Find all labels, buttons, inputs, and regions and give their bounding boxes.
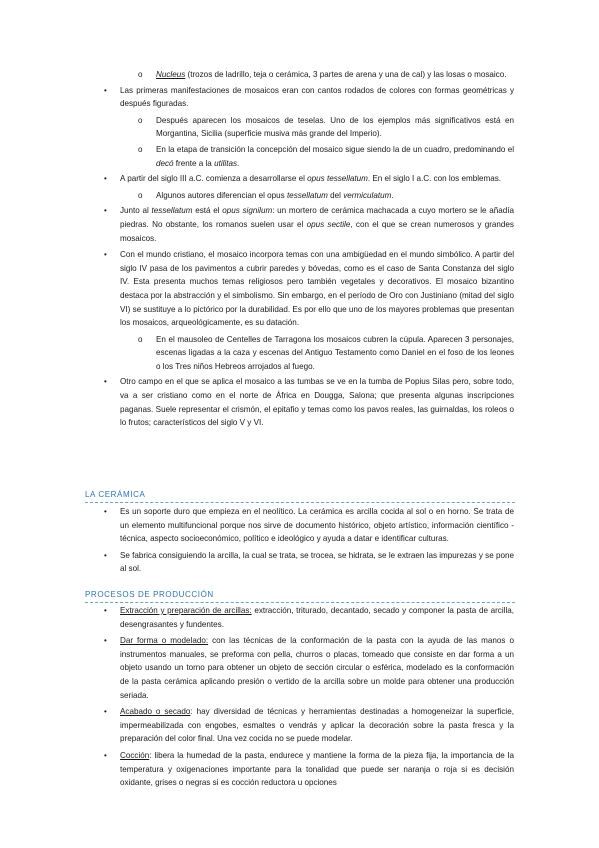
text: Otro campo en el que se aplica el mosaico a las tumbas se ve en la tumba de Popius Silas pero, sobre todo, va a ser cristiano como en el norte de África en Dougga, Salona; que presenta algunas inscripciones paganas. Suele representar el crismón, el epitafio y temas como los pavos reales, las guirnaldas, los roleos o lo frutos; característicos del siglo V y VI.: [120, 377, 514, 428]
text: está el: [192, 206, 223, 216]
text: . En el siglo I a.C. con los emblemas.: [367, 174, 502, 184]
text: En la etapa de transición la concepción del mosaico sigue siendo la de un cuadro, predominando el: [156, 144, 514, 154]
text: En el mausoleo de Centelles de Tarragona los mosaicos cubren la cúpula. Aparecen 3 personajes, escenas ligadas a la caza y escenas del Antiguo Testamento como Daniel en el foso de los leones o los Tres niños Hebreos arrojados al fuego.: [156, 334, 514, 371]
text: .: [391, 190, 394, 200]
text: , con el que se crean numerosos y grandes mosaicos.: [120, 219, 514, 243]
text: Se fabrica consiguiendo la arcilla, la cual se trata, se trocea, se hidrata, se le extraen las impurezas y se pone al sol.: [120, 550, 514, 574]
bullet-icon: •: [104, 750, 107, 760]
text: Es un soporte duro que empieza en el neolítico. La cerámica es arcilla cocida al sol o en horno. Se trata de un elemento multifuncional porque nos sirve de documento histórico, objeto artístico, información científico - técnica, aspecto socioeconómico, político e ideológico y ayuda a datar e identificar culturas.: [120, 507, 514, 544]
text: Con el mundo cristiano, el mosaico incorpora temas con una ambigüedad en el mundo simbólico. A partir del siglo IV pasa de los pavimentos a cubrir paredes y bóvedas, como es el caso de Santa Constanza del siglo IV. Esta presenta muchos temas religiosos pero también vegetales y decorativos. El mosaico bizantino destaca por la abstracción y el simbolismo. Sin embargo, en el período de Oro con Justiniano (mitad del siglo VI) se sustituye a lo pictórico por la durabilidad. Es por ello que uno de los mayores problemas que presentan los mosaicos, arqueológicamente, es su datación.: [120, 250, 514, 328]
list-item: [0, 204, 599, 245]
list-item: [0, 172, 599, 186]
term: opus sectile: [306, 219, 351, 229]
text: del: [327, 190, 344, 200]
bullet-icon: •: [104, 85, 107, 95]
circle-bullet-icon: o: [138, 70, 143, 79]
text: Después aparecen los mosaicos de teselas. Uno de los ejemplos más significativos está en Morgantina, Sicilia (superficie musiva más grande del Imperio).: [156, 115, 514, 139]
list-item: [0, 505, 599, 546]
list-item: [0, 248, 599, 330]
text: con las técnicas de la conformación de la pasta con la ayuda de las manos o instrumentos manuales, se preforma con pella, churros o placas, tomeado que consiste en dar forma a un objeto usando un torno para obtener un objeto de sección circular o esférica, modelado es la conformación de la pasta cerámica aplicando presión o vertido de la arcilla sobre un molde para obtener una producción seriada.: [120, 636, 514, 700]
circle-bullet-icon: o: [138, 144, 143, 154]
text: Las primeras manifestaciones de mosaicos eran con cantos rodados de colores con formas geométricas y después figuradas.: [120, 85, 514, 109]
circle-bullet-icon: o: [138, 190, 143, 200]
list-item: [0, 114, 599, 141]
bullet-icon: •: [104, 206, 107, 216]
text: extracción, triturado, decantado, secado y componer la pasta de arcilla, desengrasantes y fundentes.: [120, 606, 514, 629]
text: : hay diversidad de técnicas y herramientas destinadas a homogeneizar la superficie, impermeabilizada con engobes, esmaltes o vendrás y aplicar la decoración sobre la pasta fresca y la preparación del color final. Una vez cocida no se puede modelar.: [120, 707, 514, 744]
text: : un mortero de cerámica machacada a cuyo mortero se le añadía piedras. No obstante, los romanos suelen usar el: [120, 206, 514, 229]
section-heading-procesos: PROCESOS DE PRODUCCIÓN: [85, 590, 515, 603]
list-item: [0, 333, 599, 374]
term: decó: [156, 158, 174, 168]
bullet-icon: •: [104, 550, 107, 560]
bullet-icon: •: [104, 377, 107, 387]
list-item: [0, 634, 599, 702]
text: : libera la humedad de la pasta, endurece y mantiene la forma de la pieza fija, la importancia de la temperatura y oxigenaciones importante para la tonalidad que puede ser naranja o roja si es decisión oxidante, grises o negras si es cocción reductora u opciones: [120, 750, 514, 788]
term: Cocción: [120, 750, 150, 760]
text: .: [237, 158, 240, 168]
term: Dar forma o modelado:: [120, 636, 209, 646]
circle-bullet-icon: o: [138, 115, 143, 125]
term: Nucleus: [156, 70, 186, 79]
text: (trozos de ladrillo, teja o cerámica, 3 partes de arena y una de cal) y las losas o mosaico.: [185, 70, 507, 79]
term: opus tessellatum: [307, 174, 368, 184]
list-item: [0, 604, 599, 631]
list-item: [0, 68, 599, 82]
list-item: [0, 143, 599, 170]
list-item: [0, 705, 599, 746]
term: utilitas: [214, 158, 238, 168]
procesos-section: [0, 604, 599, 793]
text: Algunos autores diferencian el opus: [156, 190, 287, 200]
bullet-icon: •: [104, 636, 107, 646]
list-item: [0, 549, 599, 576]
section-heading-ceramica: LA CERÁMICA: [85, 490, 515, 503]
text: frente a la: [173, 158, 215, 168]
bullet-icon: •: [104, 707, 107, 717]
ceramica-section: [0, 505, 599, 579]
bullet-icon: •: [104, 507, 107, 516]
term: opus signilum: [222, 206, 273, 216]
term: Acabado o secado: [120, 707, 191, 717]
text: Junto al: [120, 206, 152, 216]
circle-bullet-icon: o: [138, 334, 143, 344]
term: tessellatum: [151, 206, 193, 216]
list-item: [0, 749, 599, 790]
term: tessellatum: [286, 190, 328, 200]
list-item: [0, 84, 599, 111]
mosaic-section: [0, 68, 599, 433]
list-item: [0, 375, 599, 429]
term: vermiculatum: [343, 190, 392, 200]
text: A partir del siglo III a.C. comienza a desarrollarse el: [120, 174, 308, 184]
bullet-icon: •: [104, 606, 107, 615]
bullet-icon: •: [104, 250, 107, 260]
bullet-icon: •: [104, 174, 107, 184]
term: Extracción y preparación de arcillas:: [120, 606, 252, 615]
list-item: [0, 189, 599, 203]
